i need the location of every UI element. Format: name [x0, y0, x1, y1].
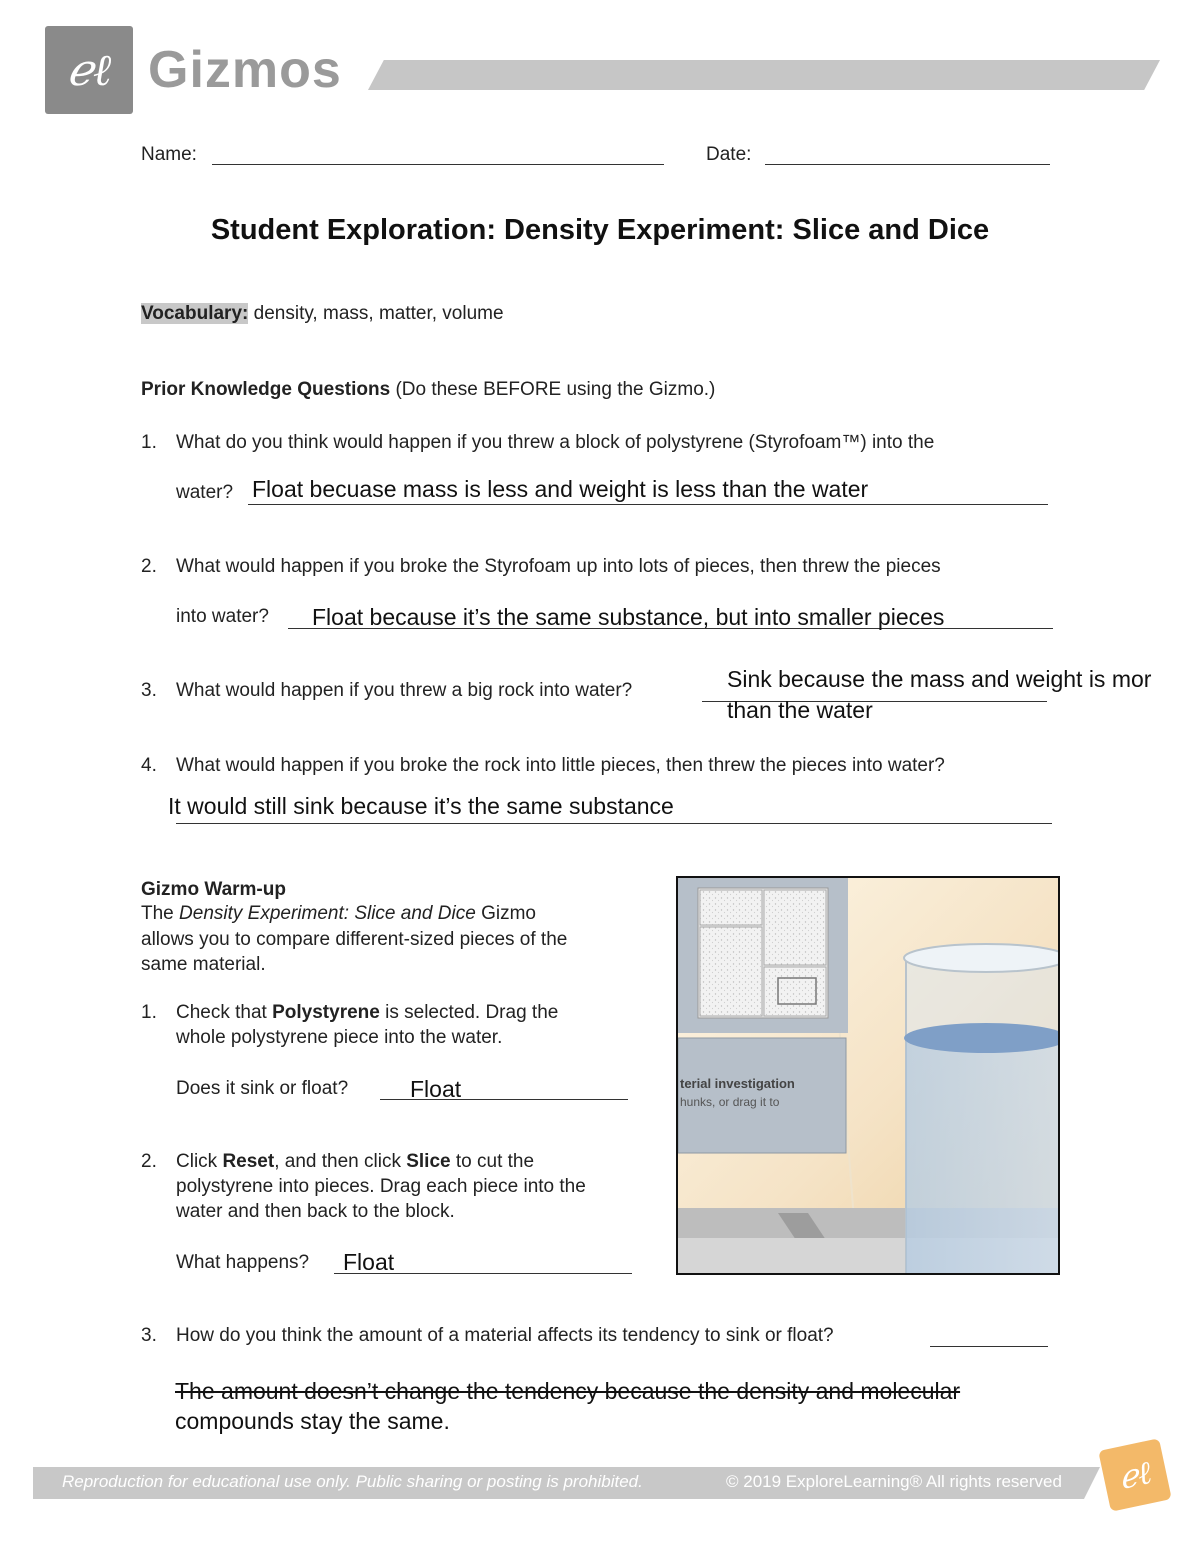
s1-line1: [176, 1002, 558, 1024]
q3-number: 3.: [141, 680, 157, 701]
header-bar: [368, 60, 1160, 90]
q2-number: 2.: [141, 556, 157, 577]
warmup-intro-line1: [141, 903, 536, 925]
s1-answer: Float: [410, 1076, 462, 1102]
s2-reset: Reset: [222, 1151, 275, 1172]
date-field[interactable]: [765, 164, 1050, 165]
warmup-heading: Gizmo Warm-up: [141, 879, 286, 900]
explorelearning-logo: [1098, 1438, 1172, 1512]
q2-answer: Float because it’s the same substance, but into smaller pieces: [312, 604, 945, 630]
q2-prompt: into water?: [176, 606, 269, 627]
prior-knowledge-note: (Do these BEFORE using the Gizmo.): [395, 379, 716, 400]
s2-number: 2.: [141, 1151, 157, 1172]
s3-number: 3.: [141, 1325, 157, 1346]
q4-prompt: What would happen if you broke the rock into little pieces, then threw the pieces into water?: [176, 755, 945, 776]
s3-answer-line[interactable]: [930, 1346, 1048, 1347]
prior-knowledge-heading: [141, 379, 715, 401]
brand-name: Gizmos: [148, 41, 342, 99]
q3-answer-line2: than the water: [727, 697, 873, 723]
q3-prompt: What would happen if you threw a big rock into water?: [176, 680, 633, 701]
gizmo-scene: [678, 878, 1058, 1273]
s3-prompt: How do you think the amount of a material affects its tendency to sink or float?: [176, 1325, 834, 1346]
q4-answer-line[interactable]: [176, 823, 1052, 824]
page-title: Student Exploration: Density Experiment: Slice and Dice: [210, 214, 990, 246]
s2-slice: Slice: [406, 1151, 451, 1172]
s2-mid: , and then click: [274, 1151, 401, 1172]
warmup-intro-line2: allows you to compare different-sized pieces of the: [141, 929, 568, 950]
warmup-intro-line3: same material.: [141, 954, 266, 975]
s1-pre: Check that: [176, 1002, 267, 1023]
name-label: Name:: [141, 144, 197, 165]
q3-answer-line1: Sink because the mass and weight is mor: [727, 666, 1152, 692]
s3-answer-line2: compounds stay the same.: [175, 1408, 450, 1434]
warmup-intro-pre: The: [141, 903, 174, 924]
q1-answer: Float becuase mass is less and weight is less than the water: [252, 476, 869, 502]
s2-answer: Float: [343, 1249, 395, 1275]
name-field[interactable]: [212, 164, 664, 165]
prior-knowledge-title: Prior Knowledge Questions: [141, 379, 391, 400]
footer-disclaimer: Reproduction for educational use only. Public sharing or posting is prohibited.: [62, 1472, 643, 1491]
footer-copyright: © 2019 ExploreLearning® All rights reserved: [726, 1472, 1062, 1491]
s3-answer-line1: The amount doesn’t change the tendency because the density and molecular: [175, 1378, 961, 1404]
q1-prompt: water?: [176, 482, 234, 503]
q4-number: 4.: [141, 755, 157, 776]
s2-pre: Click: [176, 1151, 218, 1172]
s1-question: Does it sink or float?: [176, 1078, 349, 1099]
q2-text: What would happen if you broke the Styrofoam up into lots of pieces, then threw the pieces: [176, 556, 941, 577]
logo-glyph: ℯℓ: [66, 44, 112, 96]
s1-number: 1.: [141, 1002, 157, 1023]
warmup-intro-gizmo-name: Density Experiment: Slice and Dice: [179, 903, 476, 924]
date-label: Date:: [706, 144, 752, 165]
s1-bold: Polystyrene: [272, 1002, 380, 1023]
panel-text-line1: terial investigation: [680, 1076, 795, 1091]
vocabulary: [141, 303, 504, 325]
s2-question: What happens?: [176, 1252, 310, 1273]
warmup-intro-post: Gizmo: [481, 903, 536, 924]
vocabulary-label: Vocabulary:: [141, 303, 249, 324]
q1-text: What do you think would happen if you threw a block of polystyrene (Styrofoam™) into the: [176, 432, 935, 453]
gizmo-screenshot: [676, 876, 1060, 1275]
s2-line1: [176, 1151, 534, 1173]
s2-post: to cut the: [455, 1151, 535, 1172]
s2-line2: polystyrene into pieces. Drag each piece into the: [176, 1176, 586, 1197]
s1-post: is selected. Drag the: [385, 1002, 559, 1023]
s1-line2: whole polystyrene piece into the water.: [176, 1027, 503, 1048]
s2-line3: water and then back to the block.: [176, 1201, 455, 1222]
q4-answer: It would still sink because it’s the same substance: [168, 793, 674, 819]
vocabulary-terms: density, mass, matter, volume: [253, 303, 504, 324]
q1-number: 1.: [141, 432, 157, 453]
panel-text-line2: hunks, or drag it to: [680, 1095, 780, 1109]
q1-answer-line[interactable]: [248, 504, 1048, 505]
gizmos-logo: [45, 26, 133, 114]
footer-logo-glyph: ℯℓ: [1115, 1453, 1155, 1497]
